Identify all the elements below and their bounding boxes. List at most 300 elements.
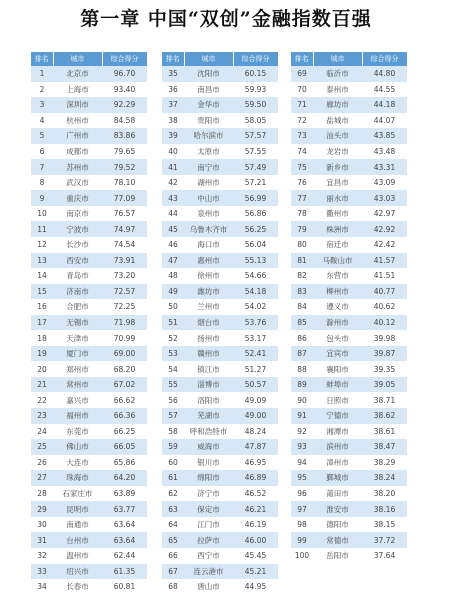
table-row (291, 361, 407, 377)
score-cell: 45.21 (233, 564, 278, 580)
city-cell: 襄阳市 (313, 361, 362, 377)
rank-cell: 34 (31, 579, 53, 595)
city-cell: 重庆市 (53, 190, 102, 206)
city-cell: 滨州市 (313, 439, 362, 455)
score-cell: 58.05 (233, 113, 278, 129)
city-cell: 苏州市 (53, 159, 102, 175)
table-row (291, 268, 407, 284)
rank-cell: 8 (31, 175, 53, 191)
rank-cell: 38 (162, 113, 184, 129)
score-cell: 54.18 (233, 284, 278, 300)
score-cell: 74.54 (102, 237, 147, 253)
rank-cell: 40 (162, 144, 184, 160)
city-cell: 嘉兴市 (53, 392, 102, 408)
city-cell: 唐山市 (184, 579, 233, 595)
table-row (291, 190, 407, 206)
city-cell: 临沂市 (313, 66, 362, 82)
score-cell: 63.64 (102, 532, 147, 548)
table-row (291, 284, 407, 300)
rank-cell: 29 (31, 501, 53, 517)
score-cell: 38.47 (362, 439, 407, 455)
table-row (291, 470, 407, 486)
rank-cell: 65 (162, 532, 184, 548)
score-cell: 42.92 (362, 221, 407, 237)
score-cell: 38.61 (362, 424, 407, 440)
score-cell: 79.65 (102, 144, 147, 160)
score-cell: 39.35 (362, 361, 407, 377)
table-row (291, 377, 407, 393)
score-cell: 37.72 (362, 532, 407, 548)
city-cell: 无锡市 (53, 315, 102, 331)
city-cell: 南昌市 (184, 82, 233, 98)
score-cell: 38.62 (362, 408, 407, 424)
score-cell: 84.58 (102, 113, 147, 129)
score-cell: 67.02 (102, 377, 147, 393)
table-row (31, 284, 147, 300)
city-cell: 威海市 (184, 439, 233, 455)
table-row (31, 253, 147, 269)
score-cell: 43.03 (362, 190, 407, 206)
score-cell: 47.87 (233, 439, 278, 455)
rank-cell: 23 (31, 408, 53, 424)
city-cell: 新乡市 (313, 159, 362, 175)
table-row (31, 315, 147, 331)
table-row (291, 113, 407, 129)
table-row (31, 144, 147, 160)
score-cell: 38.15 (362, 517, 407, 533)
rank-cell: 35 (162, 66, 184, 82)
table-row (291, 424, 407, 440)
score-cell: 46.21 (233, 501, 278, 517)
table-row (31, 501, 147, 517)
score-cell: 38.71 (362, 392, 407, 408)
rank-cell: 6 (31, 144, 53, 160)
score-cell: 50.57 (233, 377, 278, 393)
score-cell: 56.25 (233, 221, 278, 237)
rank-cell: 86 (291, 330, 313, 346)
score-cell: 74.97 (102, 221, 147, 237)
city-cell: 淄博市 (184, 377, 233, 393)
rank-cell: 19 (31, 346, 53, 362)
rank-cell: 2 (31, 82, 53, 98)
rank-cell: 20 (31, 361, 53, 377)
score-cell: 57.49 (233, 159, 278, 175)
score-cell: 57.57 (233, 128, 278, 144)
table-row (291, 237, 407, 253)
city-cell: 常州市 (53, 377, 102, 393)
score-cell: 56.86 (233, 206, 278, 222)
rank-cell: 94 (291, 455, 313, 471)
city-cell: 东营市 (313, 268, 362, 284)
rank-cell: 77 (291, 190, 313, 206)
rank-cell: 63 (162, 501, 184, 517)
city-cell: 赣州市 (184, 346, 233, 362)
score-cell: 43.48 (362, 144, 407, 160)
rank-cell: 78 (291, 206, 313, 222)
score-cell: 46.00 (233, 532, 278, 548)
rank-cell: 66 (162, 548, 184, 564)
city-cell: 柳州市 (313, 284, 362, 300)
city-cell: 佛山市 (53, 439, 102, 455)
table-row (162, 346, 278, 362)
rank-cell: 68 (162, 579, 184, 595)
table-row (31, 299, 147, 315)
score-cell: 59.50 (233, 97, 278, 113)
city-cell: 福州市 (53, 408, 102, 424)
table-row (162, 128, 278, 144)
score-cell: 44.80 (362, 66, 407, 82)
rank-cell: 43 (162, 190, 184, 206)
score-cell: 44.95 (233, 579, 278, 595)
score-cell: 48.24 (233, 424, 278, 440)
table-row (31, 221, 147, 237)
rank-cell: 7 (31, 159, 53, 175)
table-row (31, 190, 147, 206)
table-row (291, 455, 407, 471)
city-cell: 宜昌市 (313, 175, 362, 191)
city-cell: 上海市 (53, 82, 102, 98)
city-cell: 宜宾市 (313, 346, 362, 362)
city-cell: 成都市 (53, 144, 102, 160)
city-cell: 丽水市 (313, 190, 362, 206)
city-cell: 漳州市 (313, 455, 362, 471)
city-cell: 金华市 (184, 97, 233, 113)
score-cell: 56.99 (233, 190, 278, 206)
city-cell: 广州市 (53, 128, 102, 144)
city-cell: 盐城市 (313, 113, 362, 129)
rank-cell: 15 (31, 284, 53, 300)
rank-cell: 11 (31, 221, 53, 237)
score-cell: 44.18 (362, 97, 407, 113)
table-row (31, 392, 147, 408)
rank-cell: 13 (31, 253, 53, 269)
rank-cell: 62 (162, 486, 184, 502)
score-cell: 54.02 (233, 299, 278, 315)
score-cell: 40.77 (362, 284, 407, 300)
rank-cell: 22 (31, 392, 53, 408)
score-cell: 51.27 (233, 361, 278, 377)
city-cell: 厦门市 (53, 346, 102, 362)
table-row (162, 113, 278, 129)
city-cell: 太原市 (184, 144, 233, 160)
score-cell: 45.45 (233, 548, 278, 564)
city-cell: 天津市 (53, 330, 102, 346)
city-cell: 连云港市 (184, 564, 233, 580)
table-row (31, 206, 147, 222)
city-cell: 石家庄市 (53, 486, 102, 502)
city-cell: 珠海市 (53, 470, 102, 486)
score-cell: 55.13 (233, 253, 278, 269)
city-cell: 泰州市 (313, 82, 362, 98)
city-cell: 济南市 (53, 284, 102, 300)
score-cell: 59.93 (233, 82, 278, 98)
rank-cell: 85 (291, 315, 313, 331)
table-row (162, 548, 278, 564)
rank-cell: 1 (31, 66, 53, 82)
city-cell: 德阳市 (313, 517, 362, 533)
table-row (31, 486, 147, 502)
city-cell: 济宁市 (184, 486, 233, 502)
city-cell: 南宁市 (184, 159, 233, 175)
city-cell: 海口市 (184, 237, 233, 253)
score-cell: 96.70 (102, 66, 147, 82)
score-cell: 53.17 (233, 330, 278, 346)
rank-cell: 46 (162, 237, 184, 253)
header-score: 综合得分 (362, 52, 407, 66)
header-rank: 排名 (31, 52, 53, 66)
table-row (291, 97, 407, 113)
table-row (31, 361, 147, 377)
city-cell: 银川市 (184, 455, 233, 471)
score-cell: 44.55 (362, 82, 407, 98)
rank-cell: 48 (162, 268, 184, 284)
table-row (162, 564, 278, 580)
score-cell: 42.42 (362, 237, 407, 253)
rank-cell: 96 (291, 486, 313, 502)
city-cell: 湖州市 (184, 175, 233, 191)
table-row (31, 268, 147, 284)
score-cell: 92.29 (102, 97, 147, 113)
table-row (291, 175, 407, 191)
score-cell: 40.12 (362, 315, 407, 331)
table-row (31, 532, 147, 548)
city-cell: 江门市 (184, 517, 233, 533)
rank-cell: 28 (31, 486, 53, 502)
table-row (291, 66, 407, 82)
rank-cell: 70 (291, 82, 313, 98)
table-row (162, 175, 278, 191)
table-row (31, 517, 147, 533)
table-row (162, 268, 278, 284)
rank-cell: 87 (291, 346, 313, 362)
table-row (31, 330, 147, 346)
city-cell: 温州市 (53, 548, 102, 564)
score-cell: 61.35 (102, 564, 147, 580)
table-row (31, 439, 147, 455)
score-cell: 83.86 (102, 128, 147, 144)
city-cell: 镇江市 (184, 361, 233, 377)
table-row (291, 486, 407, 502)
rank-cell: 76 (291, 175, 313, 191)
city-cell: 洛阳市 (184, 392, 233, 408)
score-cell: 39.87 (362, 346, 407, 362)
score-cell: 56.04 (233, 237, 278, 253)
city-cell: 合肥市 (53, 299, 102, 315)
header-rank: 排名 (162, 52, 184, 66)
score-cell: 64.20 (102, 470, 147, 486)
rank-cell: 67 (162, 564, 184, 580)
rank-cell: 45 (162, 221, 184, 237)
score-cell: 49.00 (233, 408, 278, 424)
rank-cell: 32 (31, 548, 53, 564)
table-row (162, 408, 278, 424)
table-row (31, 455, 147, 471)
city-cell: 乌鲁木齐市 (184, 221, 233, 237)
city-cell: 宁德市 (313, 408, 362, 424)
table-row (291, 392, 407, 408)
city-cell: 宿迁市 (313, 237, 362, 253)
rank-cell: 54 (162, 361, 184, 377)
rank-cell: 36 (162, 82, 184, 98)
rank-cell: 10 (31, 206, 53, 222)
city-cell: 常德市 (313, 532, 362, 548)
city-cell: 大连市 (53, 455, 102, 471)
table-row (31, 377, 147, 393)
score-cell: 46.95 (233, 455, 278, 471)
rank-cell: 64 (162, 517, 184, 533)
city-cell: 沈阳市 (184, 66, 233, 82)
rank-cell: 5 (31, 128, 53, 144)
city-cell: 绍兴市 (53, 564, 102, 580)
city-cell: 兰州市 (184, 299, 233, 315)
city-cell: 长沙市 (53, 237, 102, 253)
score-cell: 42.97 (362, 206, 407, 222)
score-cell: 44.07 (362, 113, 407, 129)
table-row (162, 315, 278, 331)
table-row (291, 517, 407, 533)
table-row (162, 221, 278, 237)
table-row (162, 299, 278, 315)
score-cell: 66.36 (102, 408, 147, 424)
table-row (162, 517, 278, 533)
table-row (31, 237, 147, 253)
table-row (162, 455, 278, 471)
score-cell: 72.57 (102, 284, 147, 300)
city-cell: 贵阳市 (184, 113, 233, 129)
table-row (162, 392, 278, 408)
score-cell: 60.81 (102, 579, 147, 595)
score-cell: 68.20 (102, 361, 147, 377)
table-row (31, 66, 147, 82)
rank-cell: 100 (291, 548, 313, 564)
city-cell: 南通市 (53, 517, 102, 533)
rank-cell: 12 (31, 237, 53, 253)
table-row (162, 439, 278, 455)
table-row (162, 424, 278, 440)
city-cell: 汕头市 (313, 128, 362, 144)
rank-cell: 80 (291, 237, 313, 253)
score-cell: 46.52 (233, 486, 278, 502)
table-row (162, 253, 278, 269)
city-cell: 株洲市 (313, 221, 362, 237)
city-cell: 保定市 (184, 501, 233, 517)
score-cell: 54.66 (233, 268, 278, 284)
score-cell: 66.62 (102, 392, 147, 408)
table-row (162, 82, 278, 98)
city-cell: 绵阳市 (184, 470, 233, 486)
rank-cell: 30 (31, 517, 53, 533)
rank-cell: 53 (162, 346, 184, 362)
table-row (31, 175, 147, 191)
city-cell: 惠州市 (184, 253, 233, 269)
table-row (31, 113, 147, 129)
rank-cell: 27 (31, 470, 53, 486)
table-row (291, 408, 407, 424)
table-row (162, 486, 278, 502)
city-cell: 衢州市 (313, 206, 362, 222)
header-city: 城市 (53, 52, 102, 66)
rank-cell: 74 (291, 144, 313, 160)
table-row (291, 346, 407, 362)
score-cell: 46.89 (233, 470, 278, 486)
score-cell: 93.40 (102, 82, 147, 98)
score-cell: 76.57 (102, 206, 147, 222)
header-city: 城市 (184, 52, 233, 66)
ranking-table-1 (31, 52, 148, 595)
city-cell: 长春市 (53, 579, 102, 595)
table-row (291, 548, 407, 564)
city-cell: 南京市 (53, 206, 102, 222)
rank-cell: 58 (162, 424, 184, 440)
table-row (31, 128, 147, 144)
rank-cell: 75 (291, 159, 313, 175)
rank-cell: 44 (162, 206, 184, 222)
city-cell: 呼和浩特市 (184, 424, 233, 440)
table-row (31, 346, 147, 362)
header-score: 综合得分 (233, 52, 278, 66)
table-row (162, 532, 278, 548)
table-row (31, 408, 147, 424)
rank-cell: 33 (31, 564, 53, 580)
score-cell: 38.24 (362, 470, 407, 486)
score-cell: 49.09 (233, 392, 278, 408)
rank-cell: 26 (31, 455, 53, 471)
rank-cell: 89 (291, 377, 313, 393)
rank-cell: 88 (291, 361, 313, 377)
score-cell: 77.09 (102, 190, 147, 206)
table-row (291, 144, 407, 160)
rank-cell: 16 (31, 299, 53, 315)
score-cell: 72.25 (102, 299, 147, 315)
rank-cell: 93 (291, 439, 313, 455)
rank-cell: 42 (162, 175, 184, 191)
rank-cell: 14 (31, 268, 53, 284)
city-cell: 北京市 (53, 66, 102, 82)
score-cell: 63.89 (102, 486, 147, 502)
score-cell: 62.44 (102, 548, 147, 564)
score-cell: 57.21 (233, 175, 278, 191)
rank-cell: 92 (291, 424, 313, 440)
score-cell: 43.85 (362, 128, 407, 144)
city-cell: 中山市 (184, 190, 233, 206)
city-cell: 湘潭市 (313, 424, 362, 440)
table-row (291, 221, 407, 237)
city-cell: 龙岩市 (313, 144, 362, 160)
rank-cell: 90 (291, 392, 313, 408)
rank-cell: 57 (162, 408, 184, 424)
rank-cell: 17 (31, 315, 53, 331)
rank-cell: 72 (291, 113, 313, 129)
rank-cell: 9 (31, 190, 53, 206)
rank-cell: 98 (291, 517, 313, 533)
table-row (31, 548, 147, 564)
table-row (162, 579, 278, 595)
ranking-table-2 (162, 52, 279, 595)
rank-cell: 21 (31, 377, 53, 393)
city-cell: 西宁市 (184, 548, 233, 564)
score-cell: 40.62 (362, 299, 407, 315)
score-cell: 57.55 (233, 144, 278, 160)
city-cell: 滁州市 (313, 315, 362, 331)
score-cell: 66.05 (102, 439, 147, 455)
score-cell: 78.10 (102, 175, 147, 191)
table-row (31, 82, 147, 98)
rank-cell: 37 (162, 97, 184, 113)
table-row (162, 144, 278, 160)
score-cell: 79.52 (102, 159, 147, 175)
city-cell: 蚌埠市 (313, 377, 362, 393)
city-cell: 昆明市 (53, 501, 102, 517)
